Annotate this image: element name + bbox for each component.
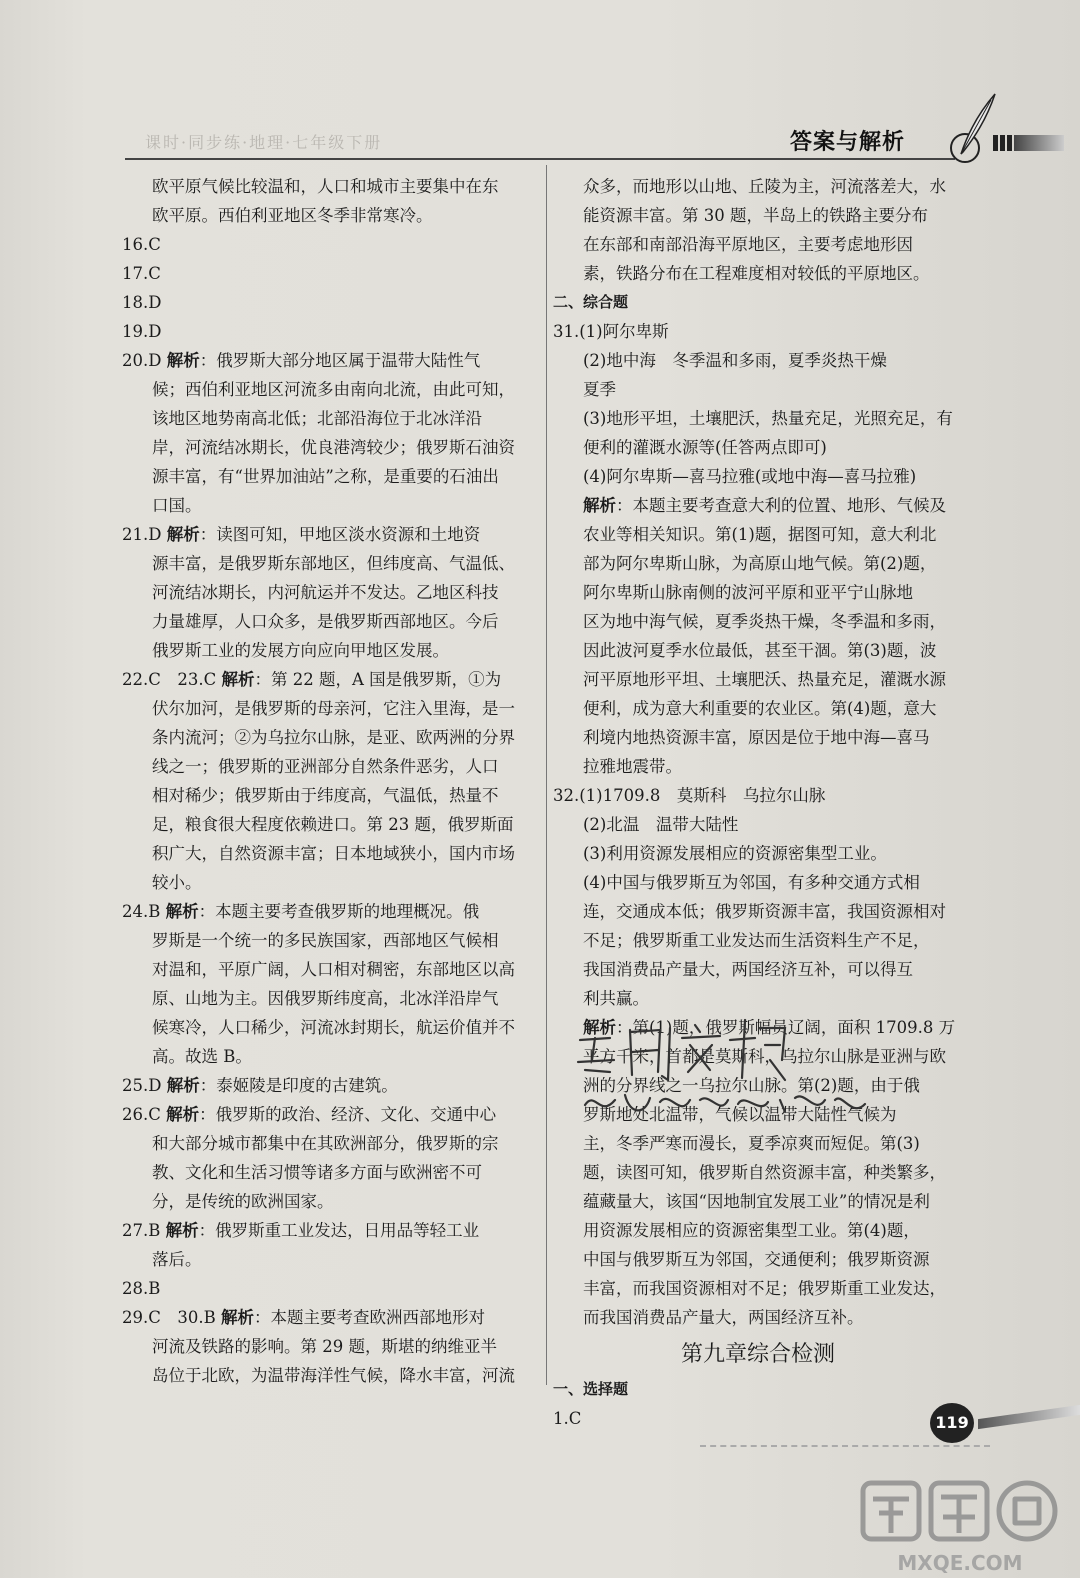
text-line	[122, 1216, 542, 1245]
text-line	[553, 1158, 973, 1187]
text-line	[122, 839, 542, 868]
line-text: 部为阿尔卑斯山脉，为高原山地气候。第(2)题，	[583, 554, 937, 573]
site-logo-text: MXQE.COM	[897, 1551, 1023, 1575]
line-text: 欧平原气候比较温和，人口和城市主要集中在东	[152, 177, 499, 196]
footer-dashed-line	[700, 1445, 990, 1447]
text-line	[122, 926, 542, 955]
text-line	[553, 868, 973, 897]
text-line	[122, 201, 542, 230]
chapter-title: 第九章综合检测	[680, 1342, 835, 1367]
text-line	[553, 404, 973, 433]
text-line	[553, 1245, 973, 1274]
line-text: 而我国消费品产量大，两国经济互补。	[583, 1308, 864, 1327]
line-text: 利共赢。	[583, 989, 649, 1008]
line-text: 罗斯是一个统一的多民族国家，西部地区气候相	[152, 931, 499, 950]
text-line	[553, 781, 973, 810]
text-line	[122, 1129, 542, 1158]
text-line	[122, 346, 542, 375]
analysis-label: 解析	[583, 496, 616, 515]
analysis-text: ：第(1)题，俄罗斯幅员辽阔，面积 1709.8 万	[616, 1018, 956, 1037]
analysis-text: ：读图可知，甲地区淡水资源和土地资	[199, 525, 481, 544]
analysis-text: ：俄罗斯大部分地区属于温带大陆性气	[199, 351, 481, 370]
line-text: (2)北温 温带大陆性	[583, 815, 739, 834]
text-line	[122, 462, 542, 491]
line-text: 岸，河流结冰期长，优良港湾较少；俄罗斯石油资	[152, 438, 515, 457]
line-text: 蕴藏量大，该国“因地制宜发展工业”的情况是利	[583, 1192, 930, 1211]
line-text: 相对稀少；俄罗斯由于纬度高，气温低，热量不	[152, 786, 499, 805]
line-text: 我国消费品产量大，两国经济互补，可以得互	[583, 960, 913, 979]
bleed-through-text: 课时·同步练·地理·七年级下册	[145, 133, 383, 152]
section-heading-choice: 一、选择题	[553, 1380, 629, 1398]
text-line	[122, 636, 542, 665]
text-line	[122, 752, 542, 781]
section-header-title: 答案与解析	[790, 130, 906, 155]
line-text: 便利的灌溉水源等(任答两点即可)	[583, 438, 827, 457]
text-line	[553, 1216, 973, 1245]
text-line	[553, 259, 973, 288]
line-text: 21.D	[122, 525, 162, 544]
line-text: 能资源丰富。第 30 题，半岛上的铁路主要分布	[583, 206, 928, 225]
text-line	[553, 317, 973, 346]
text-line	[122, 230, 542, 259]
text-line	[122, 1361, 542, 1390]
analysis-label: 解析	[165, 902, 199, 921]
line-text: 该地区地势南高北低；北部沿海位于北冰洋沿	[152, 409, 482, 428]
line-text: 条内流河；②为乌拉尔山脉，是亚、欧两洲的分界	[152, 728, 515, 747]
analysis-text: ：第 22 题，A 国是俄罗斯，①为	[254, 670, 502, 689]
line-text: 主，冬季严寒而漫长，夏季凉爽而短促。第(3)	[583, 1134, 920, 1153]
line-text: 利境内地热资源丰富，原因是位于地中海—喜马	[583, 728, 930, 747]
text-line	[122, 404, 542, 433]
line-text: 洲的分界线之一乌拉尔山脉。第(2)题，由于俄	[583, 1076, 920, 1095]
line-text: 二、综合题	[553, 293, 629, 311]
text-line	[553, 172, 973, 201]
left-column	[122, 172, 542, 1390]
right-column	[553, 172, 973, 1433]
line-text: 19.D	[122, 322, 162, 341]
text-line	[553, 665, 973, 694]
line-text: 候寒冷，人口稀少，河流冰封期长，航运价值并不	[152, 1018, 515, 1037]
line-text: 丰富，而我国资源相对不足；俄罗斯重工业发达，	[583, 1279, 946, 1298]
text-line	[122, 810, 542, 839]
analysis-label: 解析	[220, 1308, 254, 1327]
text-line	[122, 549, 542, 578]
text-line	[122, 578, 542, 607]
line-text: 平方千米，首都是莫斯科，乌拉尔山脉是亚洲与欧	[583, 1047, 946, 1066]
line-text: 区为地中海气候，夏季炎热干燥，冬季温和多雨，	[583, 612, 946, 631]
line-text: 口国。	[152, 496, 202, 515]
line-text: (4)阿尔卑斯—喜马拉雅(或地中海—喜马拉雅)	[583, 467, 917, 486]
text-line	[122, 868, 542, 897]
line-text: 32.(1)1709.8 莫斯科 乌拉尔山脉	[553, 786, 826, 805]
line-text: 河流结冰期长，内河航运并不发达。乙地区科技	[152, 583, 499, 602]
text-line	[122, 1332, 542, 1361]
text-line	[122, 491, 542, 520]
text-line	[553, 897, 973, 926]
site-logo-glyphs	[855, 1475, 1065, 1545]
text-line	[122, 317, 542, 346]
line-text: 16.C	[122, 235, 161, 254]
text-line	[553, 694, 973, 723]
text-line	[122, 288, 542, 317]
page-number: 119	[930, 1403, 974, 1443]
text-line	[553, 1303, 973, 1332]
line-text: 河平原地形平坦、土壤肥沃、热量充足，灌溉水源	[583, 670, 946, 689]
text-line	[553, 520, 973, 549]
text-line	[553, 839, 973, 868]
text-line	[553, 723, 973, 752]
text-line	[122, 607, 542, 636]
text-line	[122, 1303, 542, 1332]
line-text: (3)地形平坦，土壤肥沃，热量充足，光照充足，有	[583, 409, 953, 428]
line-text: 伏尔加河，是俄罗斯的母亲河，它注入里海，是一	[152, 699, 515, 718]
text-line	[553, 955, 973, 984]
line-text: 源丰富，有“世界加油站”之称，是重要的石油出	[152, 467, 499, 486]
line-text: 在东部和南部沿海平原地区，主要考虑地形因	[583, 235, 913, 254]
line-text: 夏季	[583, 380, 616, 399]
line-text: 积广大，自然资源丰富；日本地域狭小，国内市场	[152, 844, 515, 863]
text-line	[122, 172, 542, 201]
text-line	[553, 549, 973, 578]
site-logo	[855, 1475, 1075, 1575]
line-text: 因此波河夏季水位最低，甚至干涸。第(3)题，波	[583, 641, 937, 660]
handwritten-watermark	[570, 1000, 890, 1130]
analysis-label: 解析	[166, 1076, 200, 1095]
text-line	[553, 810, 973, 839]
text-line	[553, 346, 973, 375]
line-text: 岛位于北欧，为温带海洋性气候，降水丰富，河流	[152, 1366, 515, 1385]
text-line	[122, 665, 542, 694]
text-line	[553, 491, 973, 520]
text-line	[122, 984, 542, 1013]
text-line	[553, 1129, 973, 1158]
analysis-text: ：俄罗斯的政治、经济、文化、交通中心	[199, 1105, 497, 1124]
line-text: 教、文化和生活习惯等诸多方面与欧洲密不可	[152, 1163, 482, 1182]
line-text: 25.D	[122, 1076, 162, 1095]
analysis-label: 解析	[583, 1018, 616, 1037]
text-line	[122, 375, 542, 404]
line-text: 20.D	[122, 351, 162, 370]
analysis-label: 解析	[166, 1105, 200, 1124]
line-text: 河流及铁路的影响。第 29 题，斯堪的纳维亚半	[152, 1337, 497, 1356]
line-text: 较小。	[152, 873, 202, 892]
line-text: 阿尔卑斯山脉南侧的波河平原和亚平宁山脉地	[583, 583, 913, 602]
header-rule	[125, 158, 955, 160]
line-text: 18.D	[122, 293, 162, 312]
text-line	[553, 1274, 973, 1303]
text-line	[553, 578, 973, 607]
text-line	[553, 230, 973, 259]
text-line	[122, 520, 542, 549]
answer-line: 1.C	[553, 1409, 582, 1428]
analysis-text: ：本题主要考查欧洲西部地形对	[253, 1308, 485, 1327]
line-text: (3)利用资源发展相应的资源密集型工业。	[583, 844, 887, 863]
line-text: 素，铁路分布在工程难度相对较低的平原地区。	[583, 264, 930, 283]
line-text: 高。故选 B。	[152, 1047, 252, 1066]
analysis-text: ：俄罗斯重工业发达，日用品等轻工业	[198, 1221, 480, 1240]
analysis-text: ：泰姬陵是印度的古建筑。	[199, 1076, 398, 1095]
line-text: 欧平原。西伯利亚地区冬季非常寒冷。	[152, 206, 433, 225]
text-line	[553, 752, 973, 781]
text-line	[553, 462, 973, 491]
analysis-text: ：本题主要考查俄罗斯的地理概况。俄	[198, 902, 480, 921]
text-line	[553, 375, 973, 404]
text-line	[122, 1158, 542, 1187]
column-divider	[546, 165, 547, 1385]
text-line	[122, 781, 542, 810]
text-line	[122, 1100, 542, 1129]
analysis-label: 解析	[166, 525, 200, 544]
line-text: 农业等相关知识。第(1)题，据图可知，意大利北	[583, 525, 937, 544]
text-line	[122, 1245, 542, 1274]
line-text: 27.B	[122, 1221, 161, 1240]
line-text: 22.C 23.C	[122, 670, 217, 689]
text-line	[553, 433, 973, 462]
section-heading	[553, 288, 973, 317]
line-text: 对温和，平原广阔，人口相对稠密，东部地区以高	[152, 960, 515, 979]
line-text: 众多，而地形以山地、丘陵为主，河流落差大，水	[583, 177, 946, 196]
text-line	[122, 1013, 542, 1042]
text-line	[122, 259, 542, 288]
line-text: 罗斯地处北温带，气候以温带大陆性气候为	[583, 1105, 897, 1124]
line-text: 29.C 30.B	[122, 1308, 216, 1327]
page-header	[125, 120, 1080, 168]
line-text: 俄罗斯工业的发展方向应向甲地区发展。	[152, 641, 449, 660]
line-text: 题，读图可知，俄罗斯自然资源丰富，种类繁多，	[583, 1163, 946, 1182]
text-line	[122, 1274, 542, 1303]
text-line	[553, 636, 973, 665]
line-text: 连，交通成本低；俄罗斯资源丰富，我国资源相对	[583, 902, 946, 921]
text-line	[122, 723, 542, 752]
line-text: 落后。	[152, 1250, 202, 1269]
analysis-text: ：本题主要考查意大利的位置、地形、气候及	[616, 496, 946, 515]
text-line	[553, 1187, 973, 1216]
line-text: 足，粮食很大程度依赖进口。第 23 题，俄罗斯面	[152, 815, 514, 834]
text-line	[122, 433, 542, 462]
text-line	[122, 694, 542, 723]
text-line	[122, 1042, 542, 1071]
line-text: 力量雄厚，人口众多，是俄罗斯西部地区。今后	[152, 612, 499, 631]
line-text: 线之一；俄罗斯的亚洲部分自然条件恶劣，人口	[152, 757, 499, 776]
text-line	[122, 1187, 542, 1216]
line-text: 分，是传统的欧洲国家。	[152, 1192, 334, 1211]
line-text: (2)地中海 冬季温和多雨，夏季炎热干燥	[583, 351, 887, 370]
line-text: 不足；俄罗斯重工业发达而生活资料生产不足，	[583, 931, 930, 950]
line-text: 拉雅地震带。	[583, 757, 682, 776]
feather-quill-icon	[943, 90, 1003, 170]
text-line	[553, 926, 973, 955]
line-text: 用资源发展相应的资源密集型工业。第(4)题，	[583, 1221, 920, 1240]
text-line	[122, 897, 542, 926]
text-line	[553, 201, 973, 230]
line-text: 28.B	[122, 1279, 161, 1298]
line-text: 源丰富，是俄罗斯东部地区，但纬度高、气温低、	[152, 554, 515, 573]
decorative-bars	[993, 135, 1080, 155]
line-text: 24.B	[122, 902, 161, 921]
analysis-label: 解析	[221, 670, 255, 689]
line-text: 便利，成为意大利重要的农业区。第(4)题，意大	[583, 699, 937, 718]
analysis-label: 解析	[166, 351, 200, 370]
line-text: 原、山地为主。因俄罗斯纬度高，北冰洋沿岸气	[152, 989, 499, 1008]
text-line	[122, 955, 542, 984]
line-text: 17.C	[122, 264, 161, 283]
text-line	[553, 607, 973, 636]
line-text: 和大部分城市都集中在其欧洲部分，俄罗斯的宗	[152, 1134, 499, 1153]
line-text: 26.C	[122, 1105, 161, 1124]
line-text: (4)中国与俄罗斯互为邻国，有多种交通方式相	[583, 873, 920, 892]
line-text: 候；西伯利亚地区河流多由南向北流，由此可知，	[152, 380, 515, 399]
line-text: 31.(1)阿尔卑斯	[553, 322, 669, 341]
analysis-label: 解析	[165, 1221, 199, 1240]
text-line	[122, 1071, 542, 1100]
line-text: 中国与俄罗斯互为邻国，交通便利；俄罗斯资源	[583, 1250, 930, 1269]
